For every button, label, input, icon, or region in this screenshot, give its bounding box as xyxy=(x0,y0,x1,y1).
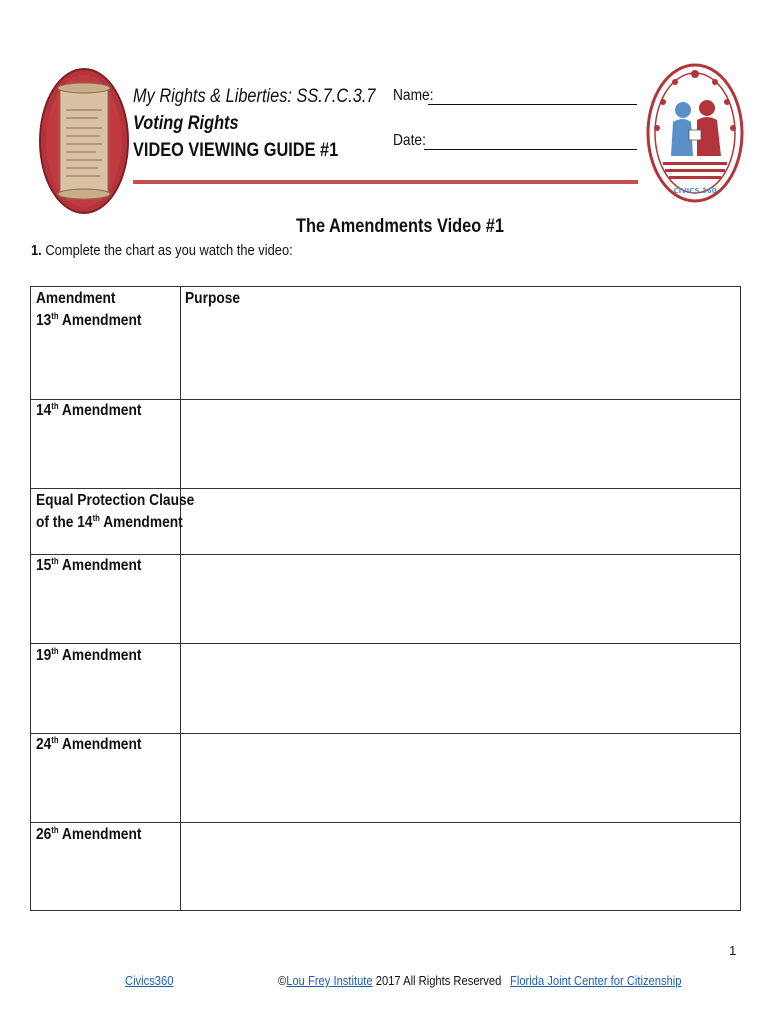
footer-copyright: ©Lou Frey Institute 2017 All Rights Reserved xyxy=(278,973,502,988)
header-amendment: Amendment xyxy=(36,290,116,307)
row-13th-amendment: 13th Amendment xyxy=(36,311,142,329)
purpose-cell-19th[interactable] xyxy=(181,644,740,733)
course-standard: My Rights & Liberties: SS.7.C.3.7 xyxy=(133,86,376,107)
civics360-logo xyxy=(645,60,745,210)
row-19th-amendment: 19th Amendment xyxy=(36,646,142,664)
page-title: The Amendments Video #1 xyxy=(296,216,504,237)
purpose-cell-24th[interactable] xyxy=(181,734,740,822)
footer-civics360-link[interactable]: Civics360 xyxy=(125,973,174,988)
date-label: Date: xyxy=(393,132,426,149)
name-field[interactable] xyxy=(428,104,637,105)
row-15th-amendment: 15th Amendment xyxy=(36,556,142,574)
guide-title: VIDEO VIEWING GUIDE #1 xyxy=(133,140,339,161)
bill-of-rights-logo xyxy=(38,66,130,216)
purpose-cell-26th[interactable] xyxy=(181,823,740,910)
civics360-logo-text: CIVICS 360 xyxy=(673,187,717,195)
footer-fjcc-link[interactable]: Florida Joint Center for Citizenship xyxy=(510,973,682,988)
name-label: Name: xyxy=(393,87,434,104)
header-purpose: Purpose xyxy=(185,290,241,307)
lou-frey-institute-link[interactable]: Lou Frey Institute xyxy=(286,973,373,988)
row-24th-amendment: 24th Amendment xyxy=(36,735,142,753)
row-26th-amendment: 26th Amendment xyxy=(36,825,142,843)
purpose-cell-equal-protection[interactable] xyxy=(181,489,740,554)
purpose-cell-15th[interactable] xyxy=(181,555,740,643)
row-14th-amendment: 14th Amendment xyxy=(36,401,142,419)
purpose-cell-14th[interactable] xyxy=(181,400,740,488)
instruction: 1. Complete the chart as you watch the video: xyxy=(31,242,293,259)
topic-title: Voting Rights xyxy=(133,113,239,134)
header-divider xyxy=(133,180,638,184)
amendments-table xyxy=(30,286,741,911)
purpose-cell-13th[interactable] xyxy=(181,310,740,399)
page-number: 1 xyxy=(729,943,737,958)
date-field[interactable] xyxy=(424,149,637,150)
row-equal-protection-clause: Equal Protection Clause of the 14th Amendment xyxy=(36,492,195,531)
